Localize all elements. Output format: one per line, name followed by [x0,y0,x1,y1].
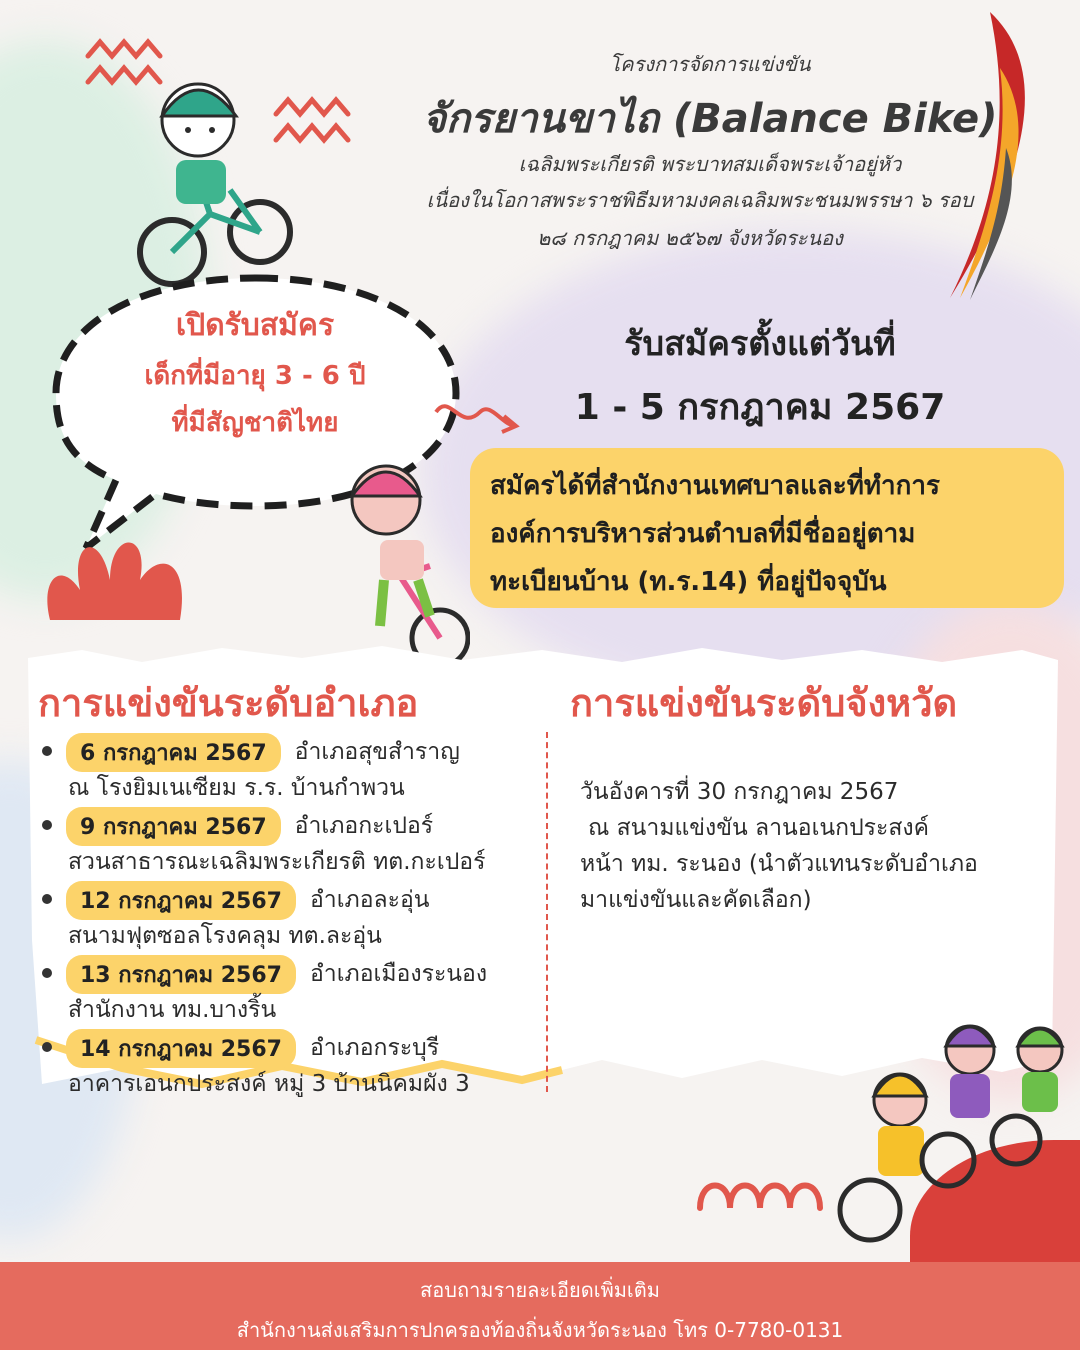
bullet-icon [42,746,52,756]
list-item [38,808,548,880]
province-details [580,774,1040,918]
district-name: อำเภอสุขสำราญ [294,739,460,765]
subtitle-line-2: เนื่องในโอกาสพระราชพิธีมหามงคลเฉลิมพระชนมพรรษา ๖ รอบ [426,188,974,212]
bubble-line-1: เปิดรับสมัคร [175,308,335,343]
bubble-line-2: เด็กที่มีอายุ 3 - 6 ปี [144,361,366,391]
venue-text: สำนักงาน ทม.บางริ้น [68,997,277,1023]
venue-text: สนามฟุตซอลโรงคลุม ทต.ละอุ่น [68,923,382,949]
footer-bar [0,1262,1080,1350]
province-line-3: หน้า ทม. ระนอง (นำตัวแทนระดับอำเภอ [580,851,978,877]
bullet-icon [42,820,52,830]
district-name: อำเภอกะเปอร์ [294,813,434,839]
list-item [38,956,548,1028]
registration-dates [510,316,1010,435]
venue-text: สวนสาธารณะเฉลิมพระเกียรติ ทต.กะเปอร์ [68,849,486,875]
venue-text: อาคารเอนกประสงค์ หมู่ 3 บ้านนิคมผัง 3 [68,1071,470,1097]
bubble-line-3: ที่มีสัญชาติไทย [171,408,339,438]
subtitle-line-3: ๒๘ กรกฎาคม ๒๕๖๗ จังหวัดระนอง [537,226,843,250]
leaf-decoration [40,520,200,630]
district-name: อำเภอกระบุรี [309,1035,440,1061]
subtitle-line-1: เฉลิมพระเกียรติ พระบาทสมเด็จพระเจ้าอยู่หัว [518,152,902,176]
footer-line-1: สอบถามรายละเอียดเพิ่มเติม [420,1278,660,1302]
main-title: จักรยานขาไถ (Balance Bike) [422,96,998,142]
apply-line-1: สมัครได้ที่สำนักงานเทศบาลและที่ทำการ [490,471,940,501]
apply-line-2: องค์การบริหารส่วนตำบลที่มีชื่ออยู่ตาม [490,519,916,549]
date-badge: 9 กรกฎาคม 2567 [66,807,281,846]
list-item [38,882,548,954]
list-item [38,1030,548,1102]
child-bike-illustration [120,64,300,294]
province-line-4: มาแข่งขันและคัดเลือก) [580,887,812,913]
date-badge: 12 กรกฎาคม 2567 [66,881,296,920]
apply-location-box [470,448,1064,608]
project-label: โครงการจัดการแข่งขัน [609,52,811,76]
province-level-title: การแข่งขันระดับจังหวัด [570,681,958,725]
racers-illustration [830,1010,1080,1260]
footer-contact: สำนักงานส่งเสริมการปกครองท้องถิ่นจังหวัดระนอง โทร 0-7780-0131 [236,1318,844,1342]
bullet-icon [42,894,52,904]
province-line-1: วันอังคารที่ 30 กรกฎาคม 2567 [580,779,899,805]
district-name: อำเภอละอุ่น [309,887,430,913]
date-badge: 13 กรกฎาคม 2567 [66,955,296,994]
bullet-icon [42,1042,52,1052]
arrow-icon [430,392,520,442]
province-line-2: ณ สนามแข่งขัน ลานอเนกประสงค์ [588,815,930,841]
district-level-title: การแข่งขันระดับอำเภอ [38,681,419,725]
apply-line-3: ทะเบียนบ้าน (ท.ร.14) ที่อยู่ปัจจุบัน [490,567,887,597]
squiggle-decoration [690,1168,850,1228]
district-schedule-list [38,734,548,1104]
bullet-icon [42,968,52,978]
bubble-text [70,302,440,443]
date-badge: 6 กรกฎาคม 2567 [66,733,281,772]
district-name: อำเภอเมืองระนอง [309,961,488,987]
registration-line-1: รับสมัครตั้งแต่วันที่ [624,324,896,364]
registration-line-2: 1 - 5 กรกฎาคม 2567 [574,387,946,428]
list-item [38,734,548,806]
venue-text: ณ โรงยิมเนเซียม ร.ร. บ้านกำพวน [68,775,405,801]
date-badge: 14 กรกฎาคม 2567 [66,1029,296,1068]
